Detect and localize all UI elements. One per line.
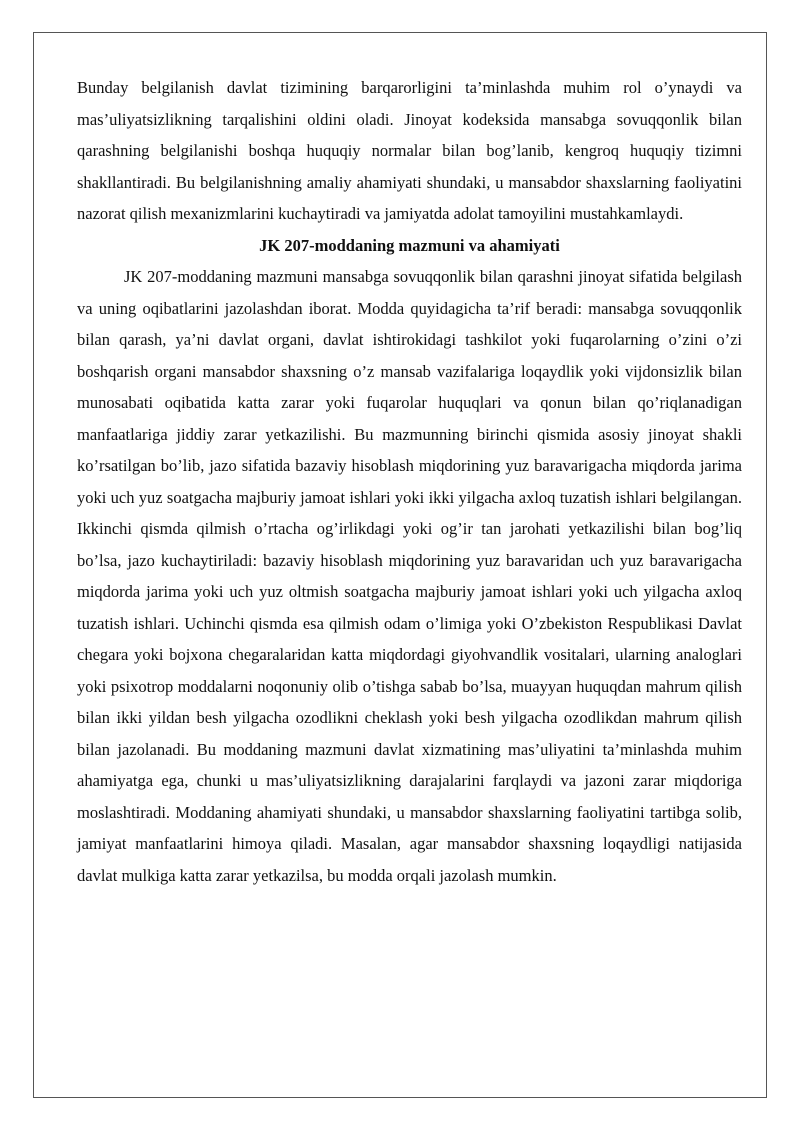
paragraph-article-content: JK 207-moddaning mazmuni mansabga sovuqqonlik bilan qarashni jinoyat sifatida belgilash va uning oqibatlarini jazolashdan iborat. Modda quyidagicha ta’rif beradi: mansabga sovuqqonlik bilan qarash, ya’ni davlat organi, davlat ishtirokidagi tashkilot yoki fuqarolarning o’zini o’zi boshqarish organi mansabdor shaxsning o’z mansab vazifalariga loqaydlik yoki vijdonsizlik bilan munosabati oqibatida katta zarar yoki fuqarolar huquqlari va qonun bilan qo’riqlanadigan manfaatlariga jiddiy zarar yetkazilishi. Bu mazmunning birinchi qismida asosiy jinoyat shakli ko’rsatilgan bo’lib, jazo sifatida bazaviy hisoblash miqdorining yuz baravarigacha miqdorda jarima yoki uch yuz soatgacha majburiy jamoat ishlari yoki ikki yilgacha axloq tuzatish ishlari belgilangan. Ikkinchi qismda qilmish o’rtacha og’irlikdagi yoki og’ir tan jarohati yetkazilishi bilan bog’liq bo’lsa, jazo kuchaytiriladi: bazaviy hisoblash miqdorining yuz baravaridan uch yuz baravarigacha miqdorda jarima yoki uch yuz oltmish soatgacha majburiy jamoat ishlari yoki uch yilgacha axloq tuzatish ishlari. Uchinchi qismda esa qilmish odam o’limiga yoki O’zbekiston Respublikasi Davlat chegara yoki bojxona chegaralaridan katta miqdordagi giyohvandlik vositalari, ularning analoglari yoki psixotrop moddalarni noqonuniy olib o’tishga sabab bo’lsa, muayyan huquqdan mahrum qilish bilan ikki yildan besh yilgacha ozodlikni cheklash yoki besh yilgacha ozodlikdan mahrum qilish bilan jazolanadi. Bu moddaning mazmuni davlat xizmatining mas’uliyatini ta’minlashda muhim ahamiyatga ega, chunki u mas’uliyatsizlikning darajalarini farqlaydi va jazoni zarar miqdoriga moslashtiradi. Moddaning ahamiyati shundaki, u mansabdor shaxslarning faoliyatini tartibga solib, jamiyat manfaatlarini himoya qiladi. Masalan, agar mansabdor shaxsning loqaydligi natijasida davlat mulkiga katta zarar yetkazilsa, bu modda orqali jazolash mumkin.	[77, 267, 742, 885]
document-body	[77, 72, 742, 891]
section-heading: JK 207-moddaning mazmuni va ahamiyati	[259, 235, 560, 255]
paragraph-intro: Bunday belgilanish davlat tizimining barqarorligini ta’minlashda muhim rol o’ynaydi va mas’uliyatsizlikning tarqalishini oldini oladi. Jinoyat kodeksida mansabga sovuqqonlik bilan qarashning belgilanishi boshqa huquqiy normalar bilan bog’lanib, kengroq huquqiy tizimni shakllantiradi. Bu belgilanishning amaliy ahamiyati shundaki, u mansabdor shaxslarning faoliyatini nazorat qilish mexanizmlarini kuchaytiradi va jamiyatda adolat tamoyilini mustahkamlaydi.	[77, 78, 742, 223]
